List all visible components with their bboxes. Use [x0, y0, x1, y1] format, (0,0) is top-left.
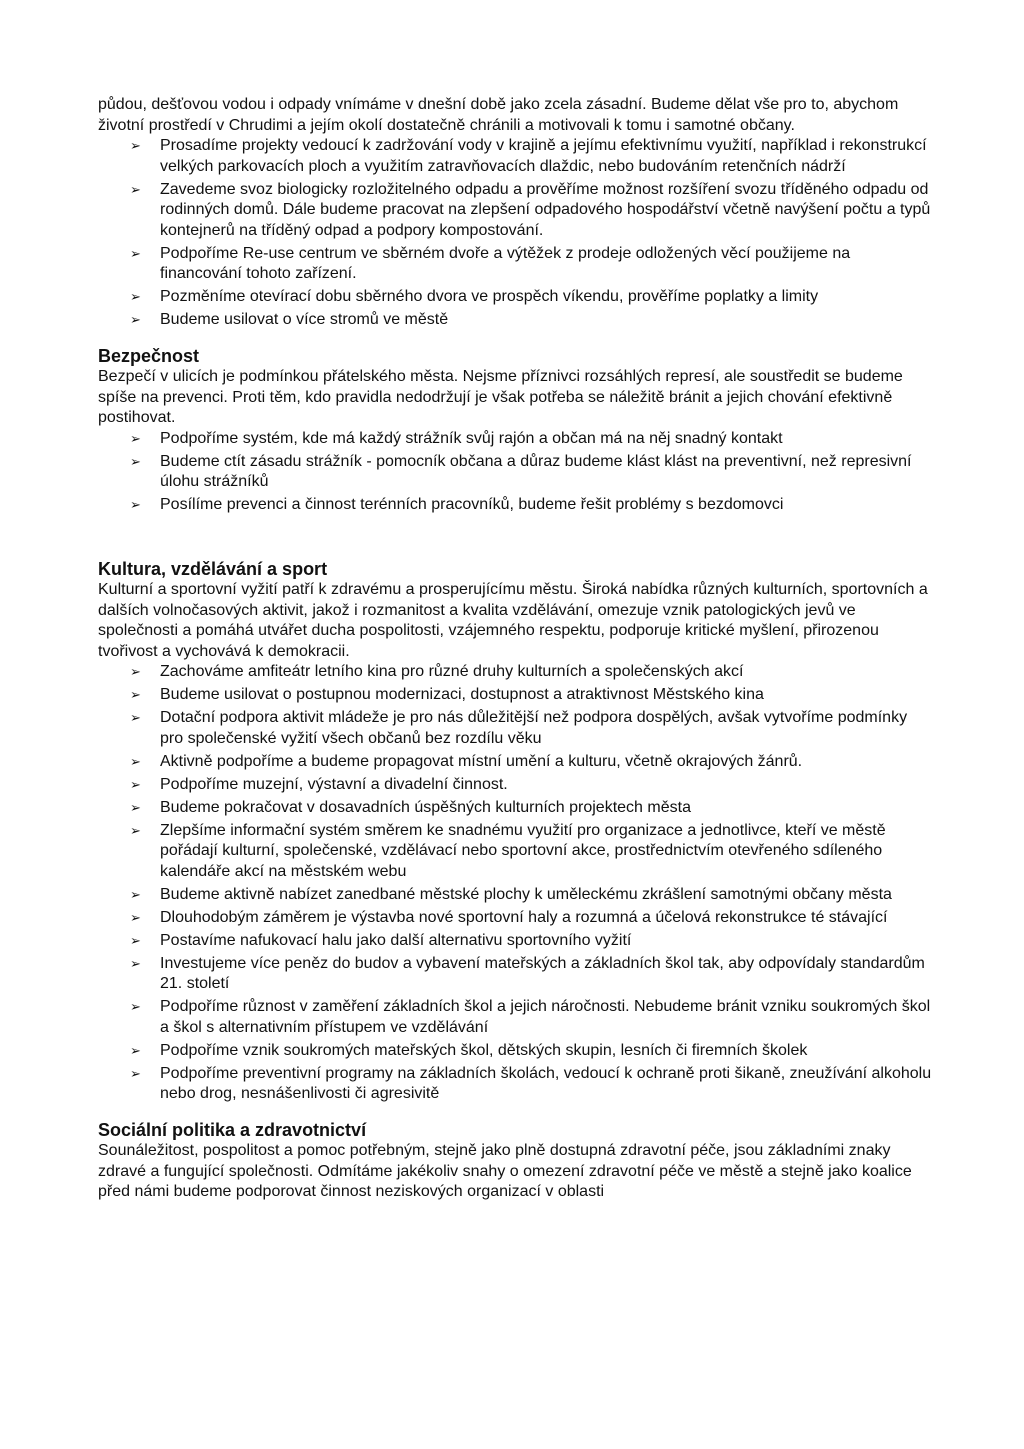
list-item — [98, 310, 934, 331]
arrow-bullet-icon: ➢ — [130, 886, 141, 902]
section-paragraph: Sounáležitost, pospolitost a pomoc potřebným, stejně jako plně dostupná zdravotní péče, jsou základními znaky zdravé a fungující společnosti. Odmítáme jakékoliv snahy o omezení zdravotní péče ve městě a stejně jako koalice před námi budeme podporovat činnost neziskových organizací v oblasti — [98, 1142, 912, 1200]
arrow-bullet-icon: ➢ — [130, 453, 141, 469]
list-item — [98, 752, 934, 773]
list-item-text: Budeme aktivně nabízet zanedbané městské plochy k uměleckému zkrášlení samotnými občany města — [160, 885, 892, 903]
list-item-text: Prosadíme projekty vedoucí k zadržování vody v krajině a jejímu efektivnímu využití, například i rekonstrukcí velkých parkovacích ploch a využitím zatravňovacích dlaždic, nebo budováním retenčních nádrží — [160, 137, 927, 175]
list-item-text: Podpoříme různost v zaměření základních škol a jejich náročnosti. Nebudeme bránit vzniku soukromých škol a škol s alternativním přístupem ve vzdělávání — [160, 998, 931, 1036]
list-item — [98, 885, 934, 906]
arrow-bullet-icon: ➢ — [130, 822, 141, 838]
arrow-bullet-icon: ➢ — [130, 909, 141, 925]
list-item — [98, 908, 934, 929]
section-bezpecnost — [98, 345, 934, 516]
list-item — [98, 997, 934, 1038]
arrow-bullet-icon: ➢ — [130, 181, 141, 197]
list-item-text: Postavíme nafukovací halu jako další alternativu sportovního vyžití — [160, 931, 632, 949]
list-item — [98, 495, 934, 516]
arrow-bullet-icon: ➢ — [130, 430, 141, 446]
arrow-bullet-icon: ➢ — [130, 312, 141, 327]
list-item-text: Podpoříme muzejní, výstavní a divadelní činnost. — [160, 775, 508, 793]
list-item-text: Zachováme amfiteátr letního kina pro různé druhy kulturních a společenských akcí — [160, 663, 744, 680]
arrow-bullet-icon: ➢ — [130, 497, 141, 512]
intro-paragraph: půdou, dešťovou vodou i odpady vnímáme v dnešní době jako zcela zásadní. Budeme dělat vše pro to, abychom životní prostředí v Chrudimi a jejím okolí dostatečně chránili a motivovali k tomu i samotné občany. — [98, 96, 899, 134]
section-kultura — [98, 558, 934, 1105]
section-heading: Bezpečnost — [98, 346, 200, 366]
arrow-bullet-icon: ➢ — [130, 710, 141, 725]
list-item-text: Posílíme prevenci a činnost terénních pracovníků, budeme řešit problémy s bezdomovci — [160, 496, 784, 513]
list-item-text: Budeme usilovat o postupnou modernizaci, dostupnost a atraktivnost Městského kina — [160, 686, 764, 703]
list-item — [98, 180, 934, 242]
section-paragraph: Bezpečí v ulicích je podmínkou přátelského města. Nejsme příznivci rozsáhlých represí, ale soustředit se budeme spíše na prevenci. Proti těm, kdo pravidla nedodržují je však potřeba se náležitě bránit a jejich chování efektivně postihovat. — [98, 368, 903, 426]
arrow-bullet-icon: ➢ — [130, 1065, 141, 1081]
list-item-text: Investujeme více peněz do budov a vybavení mateřských a základních škol tak, aby odpovídaly standardům 21. století — [160, 954, 925, 992]
list-item — [98, 662, 934, 683]
arrow-bullet-icon: ➢ — [130, 932, 141, 948]
list-item — [98, 1041, 934, 1062]
list-item — [98, 287, 934, 308]
list-item — [98, 1064, 934, 1105]
list-item-text: Zlepšíme informační systém směrem ke snadnému využití pro organizace a jednotlivce, kteří ve městě pořádají kulturní, společenské, vzdělávací nebo sportovní akce, prostřednictvím otevřeného sdíleného kalendáře akcí na městském webu — [160, 821, 886, 880]
list-item-text: Budeme pokračovat v dosavadních úspěšných kulturních projektech města — [160, 798, 691, 816]
arrow-bullet-icon: ➢ — [130, 1042, 141, 1058]
list-item-text: Zavedeme svoz biologicky rozložitelného odpadu a prověříme možnost rozšíření svozu tříděného odpadu od rodinných domů. Dále budeme pracovat na zlepšení odpadového hospodářství včetně navýšení počtu a typů kontejnerů na tříděný odpad a podpory kompostování. — [160, 180, 931, 239]
arrow-bullet-icon: ➢ — [130, 687, 141, 702]
list-item — [98, 452, 934, 493]
list-item — [98, 244, 934, 285]
arrow-bullet-icon: ➢ — [130, 664, 141, 679]
section-heading: Kultura, vzdělávání a sport — [98, 559, 328, 579]
arrow-bullet-icon: ➢ — [130, 245, 141, 261]
list-item-text: Dotační podpora aktivit mládeže je pro nás důležitější než podpora dospělých, avšak vytvoříme podmínky pro společenské vyžití všech občanů bez rozdílu věku — [160, 709, 908, 747]
section-paragraph: Kulturní a sportovní vyžití patří k zdravému a prosperujícímu městu. Široká nabídka různých kulturních, sportovních a dalších volnočasových aktivit, jakož i rozmanitost a kvalita vzdělávání, omezuje vznik patologických jevů ve společnosti a pomáhá utvářet ducha pospolitosti, vzájemného respektu, podporuje kritické myšlení, přirozenou tvořivost a vychovává k demokracii. — [98, 581, 928, 660]
list-item-text: Budeme ctít zásadu strážník - pomocník občana a důraz budeme klást klást na preventivní, než represivní úlohu strážníků — [160, 452, 912, 490]
section-bullet-list — [98, 662, 934, 1105]
list-item — [98, 821, 934, 883]
section-heading: Sociální politika a zdravotnictví — [98, 1120, 367, 1140]
section-socialni-politika — [98, 1119, 934, 1203]
list-item — [98, 775, 934, 796]
list-item — [98, 429, 934, 450]
list-item-text: Aktivně podpoříme a budeme propagovat místní umění a kulturu, včetně okrajových žánrů. — [160, 752, 803, 770]
arrow-bullet-icon: ➢ — [130, 138, 141, 153]
arrow-bullet-icon: ➢ — [130, 799, 141, 815]
arrow-bullet-icon: ➢ — [130, 753, 141, 769]
list-item — [98, 708, 934, 749]
list-item — [98, 931, 934, 952]
arrow-bullet-icon: ➢ — [130, 289, 141, 304]
list-item — [98, 798, 934, 819]
arrow-bullet-icon: ➢ — [130, 999, 141, 1014]
intro-bullet-list — [98, 136, 934, 331]
list-item-text: Dlouhodobým záměrem je výstavba nové sportovní haly a rozumná a účelová rekonstrukce té stávající — [160, 908, 888, 926]
list-item — [98, 685, 934, 706]
list-item — [98, 954, 934, 995]
list-item-text: Podpoříme vznik soukromých mateřských škol, dětských skupin, lesních či firemních školek — [160, 1041, 808, 1059]
document-page — [98, 95, 934, 1203]
arrow-bullet-icon: ➢ — [130, 776, 141, 792]
list-item-text: Pozměníme otevírací dobu sběrného dvora ve prospěch víkendu, prověříme poplatky a limity — [160, 288, 819, 305]
list-item-text: Podpoříme systém, kde má každý strážník svůj rajón a občan má na něj snadný kontakt — [160, 429, 783, 447]
list-item — [98, 136, 934, 177]
arrow-bullet-icon: ➢ — [130, 955, 141, 971]
list-item-text: Podpoříme Re-use centrum ve sběrném dvoře a výtěžek z prodeje odložených věcí použijeme na financování tohoto zařízení. — [160, 244, 851, 282]
list-item-text: Budeme usilovat o více stromů ve městě — [160, 311, 449, 328]
section-bullet-list — [98, 429, 934, 516]
list-item-text: Podpoříme preventivní programy na základních školách, vedoucí k ochraně proti šikaně, zneužívání alkoholu nebo drog, nesnášenlivosti či agresivitě — [160, 1064, 932, 1102]
